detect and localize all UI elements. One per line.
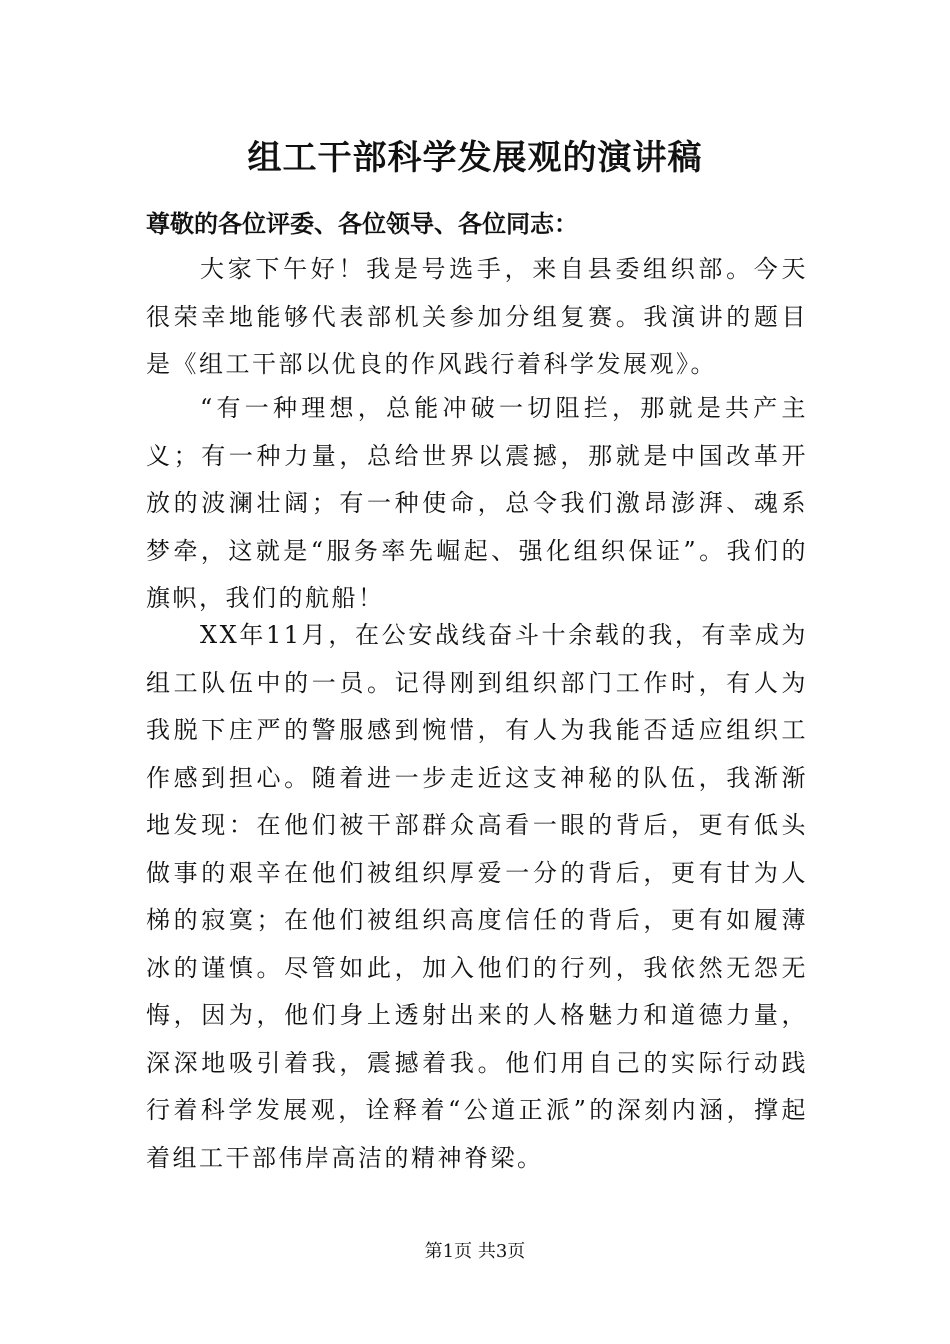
paragraph-2: “有一种理想，总能冲破一切阻拦，那就是共产主义；有一种力量，总给世界以震撼，那就是中国改革开放的波澜壮阔；有一种使命，总令我们激昂澎湃、魂系梦牵，这就是“服务率先崛起、强化组织保证”。我们的旗帜，我们的航船！ <box>146 394 808 612</box>
paragraph-1: 大家下午好！我是号选手，来自县委组织部。今天很荣幸地能够代表部机关参加分组复赛。我演讲的题目是《组工干部以优良的作风践行着科学发展观》。 <box>146 255 808 378</box>
paragraph-3: XX年11月，在公安战线奋斗十余载的我，有幸成为组工队伍中的一员。记得刚到组织部门工作时，有人为我脱下庄严的警服感到惋惜，有人为我能否适应组织工作感到担心。随着进一步走近这支神秘的队伍，我渐渐地发现：在他们被干部群众高看一眼的背后，更有低头做事的艰辛在他们被组织厚爱一分的背后，更有甘为人梯的寂寞；在他们被组织高度信任的背后，更有如履薄冰的谨慎。尽管如此，加入他们的行列，我依然无怨无悔，因为，他们身上透射出来的人格魅力和道德力量，深深地吸引着我，震撼着我。他们用自己的实际行动践行着科学发展观，诠释着“公道正派”的深刻内涵，撑起着组工干部伟岸高洁的精神脊梁。 <box>146 621 808 1172</box>
salutation: 尊敬的各位评委、各位领导、各位同志： <box>146 209 578 238</box>
document-title: 组工干部科学发展观的演讲稿 <box>247 138 703 178</box>
page-number-footer: 第1页 共3页 <box>424 1241 526 1262</box>
